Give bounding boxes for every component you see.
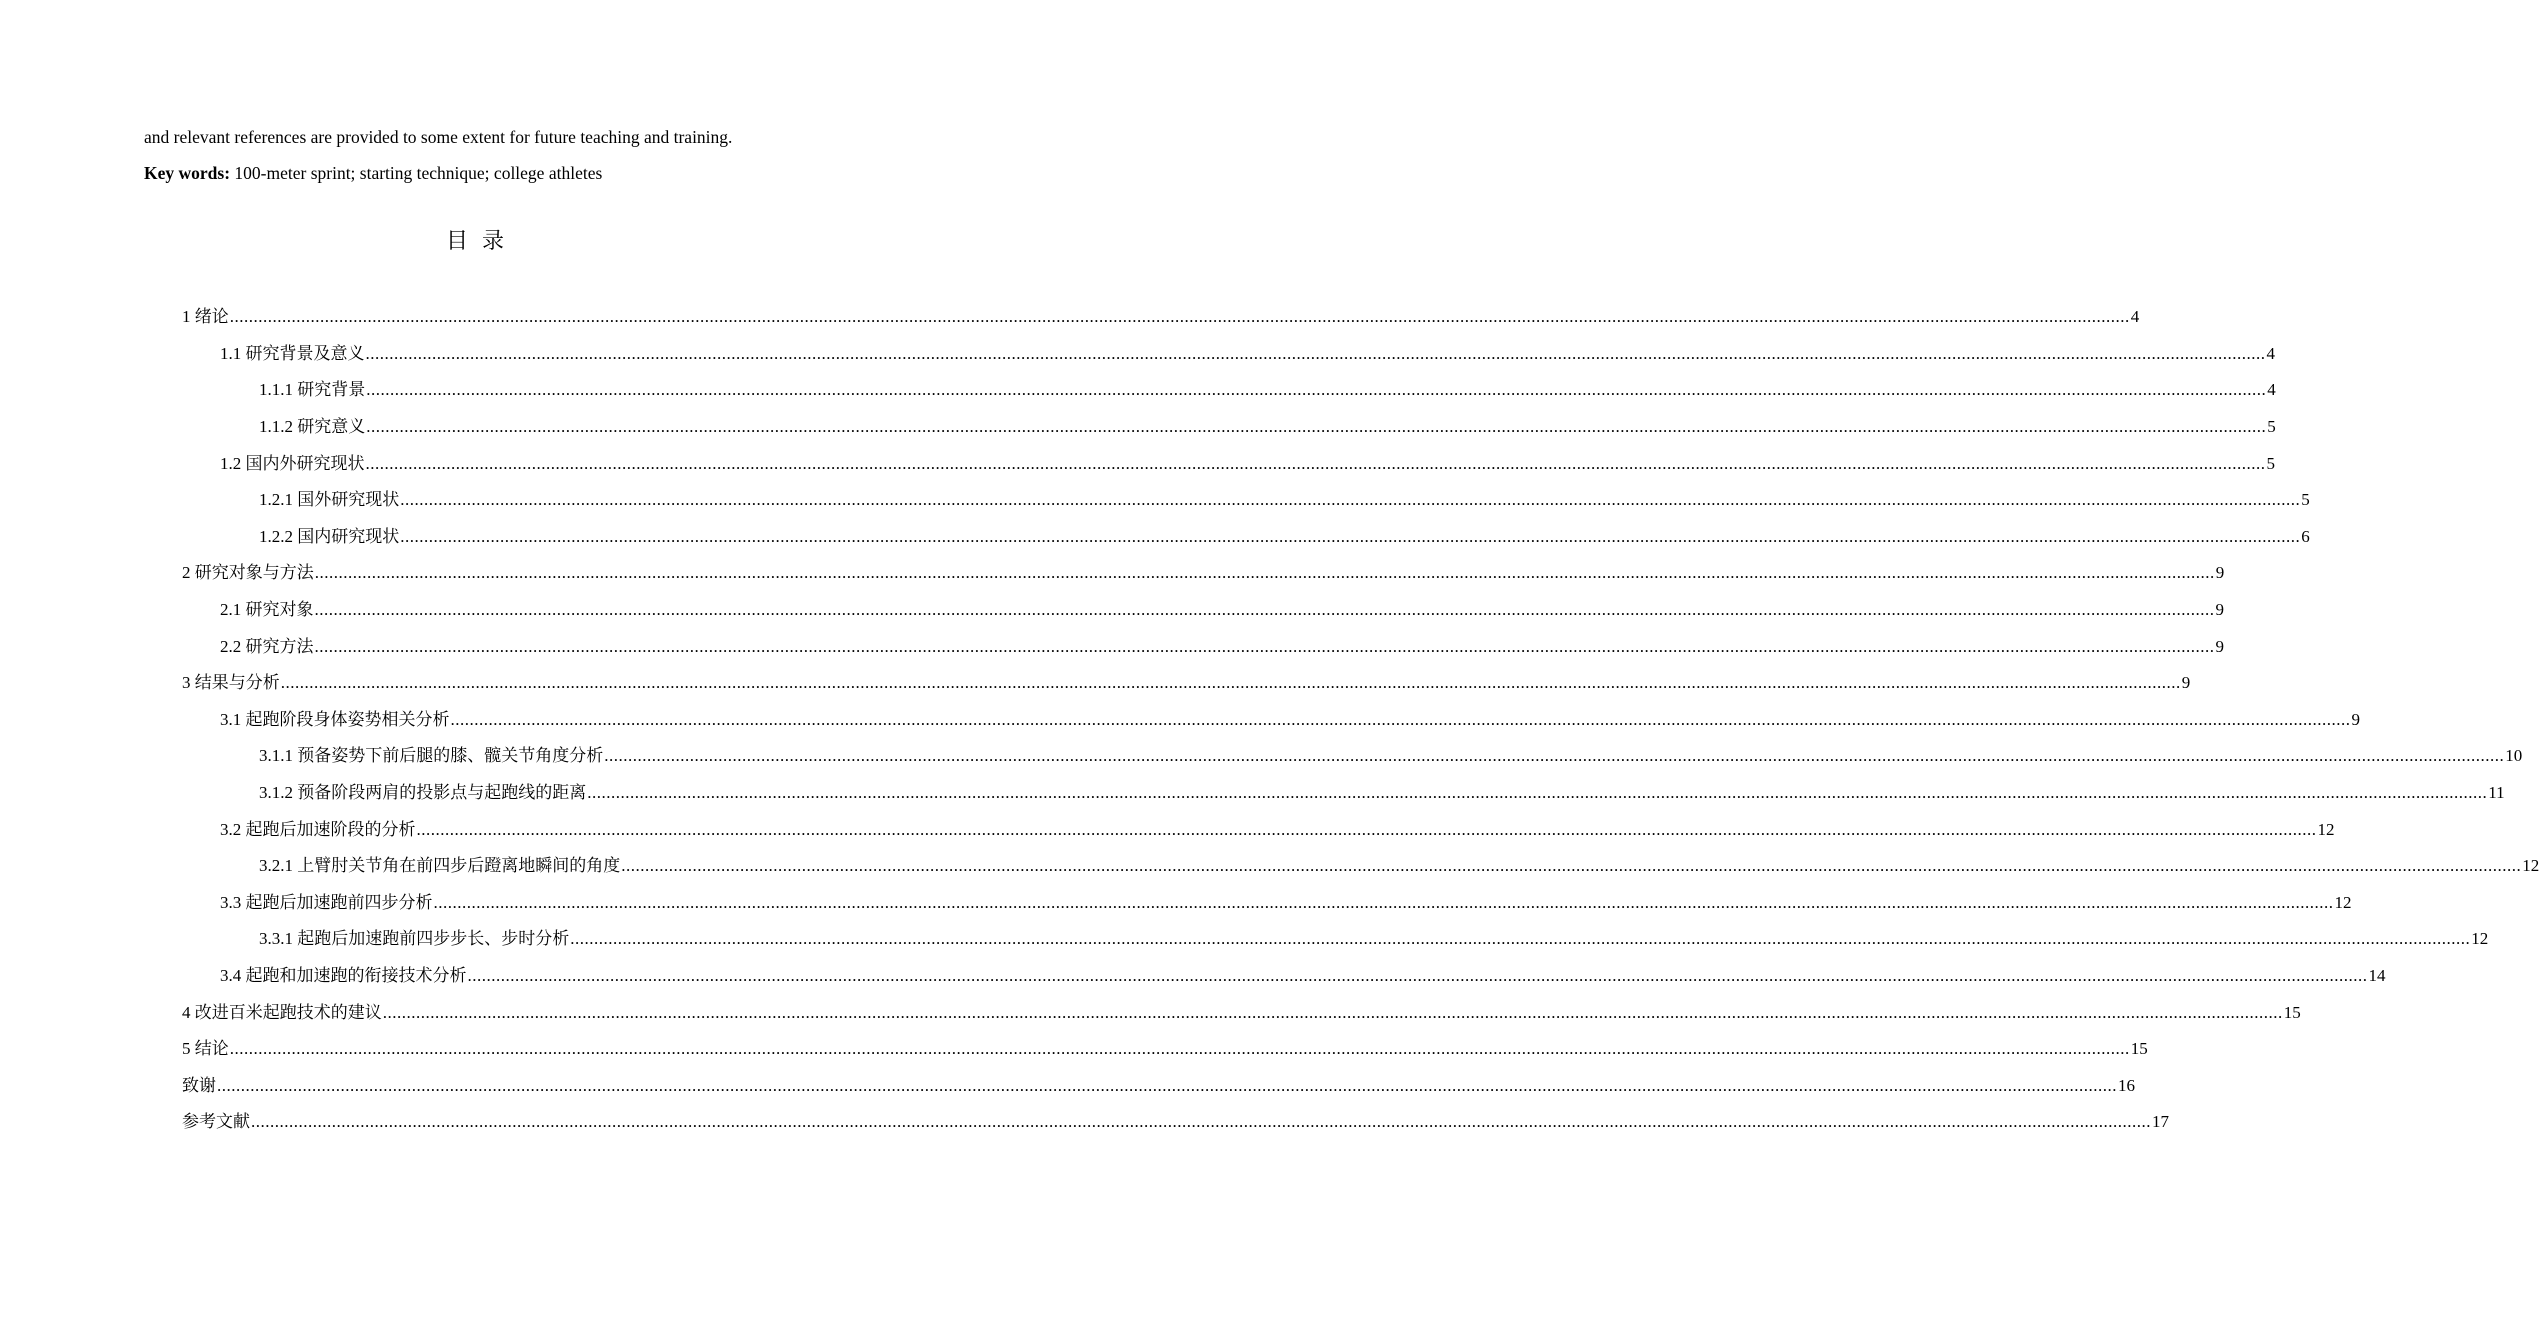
toc-entry-title: 1.1.1 研究背景 [259, 380, 366, 400]
toc-entry[interactable] [0, 738, 2523, 775]
toc-dot-leader: ................................................................................................................................................................................................................................................................................................................................................................................................................ [433, 892, 2334, 912]
toc-entry-title: 1.2 国内外研究现状 [220, 453, 365, 473]
toc-entry-title: 3.4 起跑和加速跑的衔接技术分析 [220, 965, 467, 985]
toc-entry[interactable] [0, 775, 2505, 812]
toc-dot-leader: ................................................................................................................................................................................................................................................................................................................................................................................................................ [570, 929, 2471, 949]
toc-title: 目录 [445, 228, 518, 253]
toc-page-number: 15 [2283, 1002, 2301, 1022]
toc-entry[interactable] [0, 409, 2276, 446]
toc-page-number: 9 [2215, 600, 2224, 620]
toc-dot-leader: ................................................................................................................................................................................................................................................................................................................................................................................................................ [366, 417, 2267, 437]
table-of-contents [0, 299, 2539, 1141]
toc-dot-leader: ................................................................................................................................................................................................................................................................................................................................................................................................................ [450, 709, 2351, 729]
toc-entry-title: 4 改进百米起跑技术的建议 [182, 1002, 382, 1022]
toc-dot-leader: ................................................................................................................................................................................................................................................................................................................................................................................................................ [365, 343, 2266, 363]
toc-page-number: 9 [2351, 709, 2360, 729]
toc-entry[interactable] [0, 958, 2386, 995]
toc-entry-title: 3.2.1 上臂肘关节角在前四步后蹬离地瞬间的角度 [259, 856, 621, 876]
toc-entry[interactable] [0, 702, 2360, 739]
toc-entry-title: 5 结论 [182, 1039, 229, 1059]
toc-entry[interactable] [0, 921, 2489, 958]
toc-entry[interactable] [0, 555, 2225, 592]
toc-page-number: 11 [2488, 783, 2505, 803]
abstract-tail-text: and relevant references are provided to some extent for future teaching and training. [144, 127, 733, 147]
toc-entry[interactable] [0, 1031, 2148, 1068]
toc-page-number: 4 [2267, 380, 2276, 400]
toc-entry-title: 2 研究对象与方法 [182, 563, 314, 583]
toc-entry-title: 1.1 研究背景及意义 [220, 343, 365, 363]
toc-entry[interactable] [0, 372, 2276, 409]
toc-dot-leader: ................................................................................................................................................................................................................................................................................................................................................................................................................ [251, 1112, 2151, 1132]
toc-entry[interactable] [0, 519, 2310, 556]
toc-page-number: 16 [2118, 1075, 2135, 1095]
toc-page-number: 10 [2505, 746, 2523, 766]
toc-entry-title: 3.1.1 预备姿势下前后腿的膝、髋关节角度分析 [259, 746, 604, 766]
toc-entry-title: 1 绪论 [182, 307, 229, 327]
toc-entry-title: 3.1.2 预备阶段两肩的投影点与起跑线的距离 [259, 783, 587, 803]
toc-page-number: 9 [2215, 563, 2225, 583]
toc-entry[interactable] [0, 592, 2224, 629]
toc-entry-title: 1.2.2 国内研究现状 [259, 526, 400, 546]
toc-page-number: 4 [2266, 343, 2275, 363]
toc-entry-title: 致谢 [182, 1075, 216, 1095]
keywords-label: Key words: [144, 163, 231, 183]
toc-entry[interactable] [0, 445, 2275, 482]
toc-page-number: 12 [2334, 892, 2352, 912]
toc-entry-title: 3.1 起跑阶段身体姿势相关分析 [220, 709, 450, 729]
toc-entry-title: 2.2 研究方法 [220, 636, 314, 656]
toc-entry[interactable] [0, 665, 2191, 702]
toc-page-number: 6 [2301, 526, 2310, 546]
toc-entry[interactable] [0, 848, 2539, 885]
toc-entry-title: 1.2.1 国外研究现状 [259, 490, 400, 510]
toc-dot-leader: ................................................................................................................................................................................................................................................................................................................................................................................................................ [314, 563, 2215, 583]
toc-page-number: 5 [2266, 453, 2275, 473]
toc-dot-leader: ................................................................................................................................................................................................................................................................................................................................................................................................................ [217, 1075, 2117, 1095]
toc-dot-leader: ................................................................................................................................................................................................................................................................................................................................................................................................................ [604, 746, 2505, 766]
toc-entry[interactable] [0, 482, 2310, 519]
toc-page-number: 5 [2301, 490, 2310, 510]
toc-entry-title: 3.3 起跑后加速跑前四步分析 [220, 892, 433, 912]
toc-entry[interactable] [0, 1067, 2135, 1104]
toc-dot-leader: ................................................................................................................................................................................................................................................................................................................................................................................................................ [314, 600, 2215, 620]
toc-dot-leader: ................................................................................................................................................................................................................................................................................................................................................................................................................ [467, 965, 2368, 985]
toc-dot-leader: ................................................................................................................................................................................................................................................................................................................................................................................................................ [416, 819, 2317, 839]
toc-entry[interactable] [0, 336, 2275, 373]
toc-entry[interactable] [0, 994, 2301, 1031]
toc-dot-leader: ................................................................................................................................................................................................................................................................................................................................................................................................................ [621, 856, 2522, 876]
toc-entry-title: 3.3.1 起跑后加速跑前四步步长、步时分析 [259, 929, 570, 949]
toc-dot-leader: ................................................................................................................................................................................................................................................................................................................................................................................................................ [365, 453, 2266, 473]
toc-page-number: 9 [2181, 673, 2191, 693]
toc-entry-title: 1.1.2 研究意义 [259, 417, 366, 437]
toc-dot-leader: ................................................................................................................................................................................................................................................................................................................................................................................................................ [366, 380, 2267, 400]
toc-page-number: 14 [2368, 965, 2386, 985]
toc-dot-leader: ................................................................................................................................................................................................................................................................................................................................................................................................................ [400, 490, 2301, 510]
toc-dot-leader: ................................................................................................................................................................................................................................................................................................................................................................................................................ [229, 1039, 2130, 1059]
toc-dot-leader: ................................................................................................................................................................................................................................................................................................................................................................................................................ [280, 673, 2181, 693]
toc-page-number: 4 [2130, 307, 2140, 327]
keywords-value: 100-meter sprint; starting technique; college athletes [230, 163, 603, 183]
toc-page-number: 17 [2152, 1112, 2169, 1132]
toc-entry[interactable] [0, 885, 2352, 922]
toc-entry[interactable] [0, 628, 2224, 665]
toc-dot-leader: ................................................................................................................................................................................................................................................................................................................................................................................................................ [400, 526, 2301, 546]
toc-page-number: 15 [2130, 1039, 2148, 1059]
toc-entry-title: 参考文献 [182, 1112, 250, 1132]
toc-page-number: 12 [2522, 856, 2539, 876]
toc-dot-leader: ................................................................................................................................................................................................................................................................................................................................................................................................................ [229, 307, 2130, 327]
toc-page-number: 12 [2317, 819, 2335, 839]
toc-page-number: 9 [2215, 636, 2224, 656]
toc-entry[interactable] [0, 1104, 2169, 1141]
toc-dot-leader: ................................................................................................................................................................................................................................................................................................................................................................................................................ [314, 636, 2215, 656]
toc-entry-title: 3 结果与分析 [182, 673, 280, 693]
toc-entry-title: 3.2 起跑后加速阶段的分析 [220, 819, 416, 839]
toc-page-number: 5 [2267, 417, 2276, 437]
toc-entry-title: 2.1 研究对象 [220, 600, 314, 620]
toc-dot-leader: ................................................................................................................................................................................................................................................................................................................................................................................................................ [382, 1002, 2283, 1022]
keywords-line [144, 162, 844, 184]
toc-entry[interactable] [0, 299, 2140, 336]
toc-dot-leader: ................................................................................................................................................................................................................................................................................................................................................................................................................ [587, 783, 2488, 803]
toc-entry[interactable] [0, 811, 2335, 848]
toc-page-number: 12 [2471, 929, 2489, 949]
